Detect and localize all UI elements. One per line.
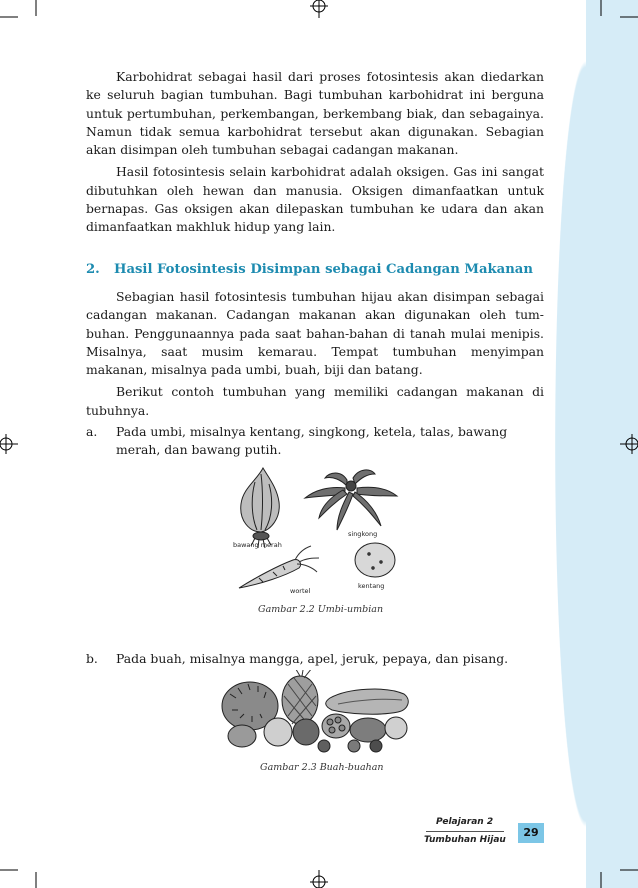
list-text: Pada umbi, misalnya kentang, singkong, ketela, talas, bawang merah, dan bawang putih. (116, 424, 508, 458)
list-text: Pada buah, misalnya mangga, apel, jeruk, pepaya, dan pisang. (116, 651, 509, 666)
figure-umbi-umbian (225, 466, 415, 596)
paragraph: Hasil fotosintesis selain karbohidrat adalah oksigen. Gas ini sangat dibutuhkan oleh hewan dan manusia. Oksigen dimanfaatkan untuk bernapas. Gas oksigen akan dilepaskan tumbuhan ke udara dan akan dimanfaatkan makhluk hidup yang lain. (86, 164, 544, 235)
label-bawang-merah: bawang merah (233, 541, 282, 549)
onion-illustration (241, 468, 280, 548)
figure-caption: Gambar 2.3 Buah-buahan (260, 762, 384, 773)
paragraph: Sebagian hasil fotosintesis tumbuhan hijau akan disimpan sebagai cadangan makanan. Cadangan makanan akan digunakan oleh tum-buhan. Penggunaannya pada saat bahan-bahan di tanah mulai menipis. Misalnya, saat musim kemarau. Tempat tumbuhan menyimpan makanan, misalnya pada umbi, buah, biji dan batang. (86, 289, 544, 378)
footer-chapter: Pelajaran 2 (436, 817, 494, 827)
footer-divider (426, 831, 504, 832)
figure-caption: Gambar 2.2 Umbi-umbian (258, 604, 384, 615)
section-number: 2. (86, 262, 100, 277)
section-text (86, 288, 544, 420)
page-number: 29 (518, 823, 544, 843)
mango-illustration (350, 718, 386, 742)
label-wortel: wortel (290, 587, 311, 595)
carrot-illustration (239, 546, 319, 588)
paragraph: Berikut contoh tumbuhan yang memiliki cadangan makanan di tubuhnya. (86, 384, 544, 418)
label-singkong: singkong (348, 530, 378, 538)
section-title: Hasil Fotosintesis Disimpan sebagai Cadangan Makanan (114, 262, 533, 277)
footer-subtitle: Tumbuhan Hijau (424, 835, 506, 845)
intro-text (86, 68, 544, 237)
label-kentang: kentang (358, 582, 385, 590)
figure-buah-buahan (218, 670, 414, 754)
list-label: a. (86, 424, 98, 439)
list-label: b. (86, 651, 98, 666)
orange-illustration (264, 718, 292, 746)
cassava-illustration (305, 470, 397, 530)
papaya-illustration (326, 689, 409, 714)
potato-illustration (355, 543, 395, 577)
paragraph: Karbohidrat sebagai hasil dari proses fotosintesis akan diedarkan ke seluruh bagian tumbuhan. Bagi tumbuhan karbohidrat ini berguna untuk pertumbuhan, perkembangan, berkembang biak, dan sebagainya. Namun tidak semua karbohidrat tersebut akan digunakan. Sebagian akan disimpan oleh tumbuhan sebagai cadangan makanan. (86, 69, 544, 158)
apple-illustration (293, 719, 319, 745)
list-item (86, 650, 548, 670)
section-heading (86, 262, 556, 277)
list-item (86, 423, 548, 463)
